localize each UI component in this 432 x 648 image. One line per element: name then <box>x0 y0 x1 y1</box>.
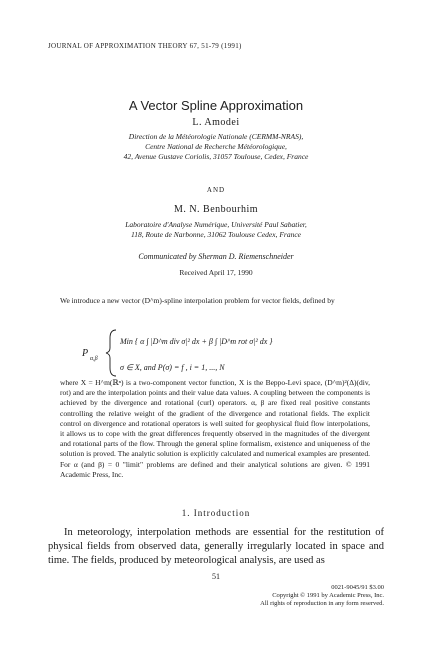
article-code: 0021-9045/91 $3.00 <box>331 584 384 591</box>
section-heading-introduction: 1. Introduction <box>181 508 251 518</box>
author-amodei: L. Amodei <box>192 117 240 128</box>
and-separator: AND <box>206 186 226 194</box>
abstract-paragraph: where X = H^m(ℝⁿ) is a two-component vector function, X is the Beppo-Levi space, (D^m)²(Δ)(div, rot) and are the interpolation points and their value data values. A coupling between the components is achieved by the divergence and rotational (curl) operators. α, β are fixed real positive constants controlling the relative weight of the gradient of the divergence and rotational fields. The explicit control on divergence and rotational operators is well suited for geophysical fluid flow interpolations, it allows us to cope with the great differences frequently observed in the magnitudes of the divergent and rotational parts of the flow. Through the general spline formalism, existence and uniqueness of the solution is proved. The analytic solution is explicitly calculated and numerical examples are presented. For α (and β) = 0 "limit" problems are defined and their analytical solutions are given. © 1991 Academic Press, Inc. <box>60 378 370 479</box>
affiliation-amodei <box>0 132 432 162</box>
rights-line: All rights of reproduction in any form reserved. <box>260 600 384 607</box>
page-number: 51 <box>212 572 220 581</box>
formula-subscript: α,β <box>90 356 98 362</box>
communicated-by: Communicated by Sherman D. Riemenschneider <box>138 252 294 261</box>
copyright-line: Copyright © 1991 by Academic Press, Inc. <box>272 592 384 599</box>
affiliation-line: Centre National de Recherche Météorologique, <box>145 142 287 151</box>
affiliation-line: Laboratoire d'Analyse Numérique, Université Paul Sabatier, <box>125 220 307 229</box>
formula-svg <box>80 322 360 382</box>
formula-minimize-line: Min { α ∫ |D^m div σ|² dx + β ∫ |D^m rot σ|² dx } <box>120 337 273 346</box>
formula-operator: P <box>82 348 89 359</box>
copyright-block <box>236 584 384 608</box>
affiliation-benbourhim <box>0 220 432 240</box>
author-benbourhim: M. N. Benbourhim <box>173 204 259 215</box>
received-date: Received April 17, 1990 <box>179 268 253 277</box>
introduction-paragraph: In meteorology, interpolation methods are essential for the restitution of physical fields from observed data, generally irregularly located in space and time. The fields, produced by meteorological analysis, are used as <box>48 527 384 566</box>
affiliation-line: 118, Route de Narbonne, 31062 Toulouse Cedex, France <box>131 230 301 239</box>
article-title: A Vector Spline Approximation <box>128 98 304 113</box>
introduction-text <box>48 526 384 568</box>
formula-constraint-line: σ ∈ X, and P(σ) = f , i = 1, ..., N <box>120 363 225 372</box>
affiliation-line: 42, Avenue Gustave Coriolis, 31057 Toulouse, Cedex, France <box>123 152 309 161</box>
spline-problem-formula <box>80 322 360 382</box>
abstract-body <box>60 378 370 480</box>
formula-left-brace <box>106 330 116 376</box>
affiliation-line: Direction de la Météorologie Nationale (CERMM-NRAS), <box>128 132 304 141</box>
abstract-intro: We introduce a new vector (D^m)-spline interpolation problem for vector fields, defined by <box>60 296 335 305</box>
journal-header: JOURNAL OF APPROXIMATION THEORY 67, 51-79 (1991) <box>48 42 242 50</box>
